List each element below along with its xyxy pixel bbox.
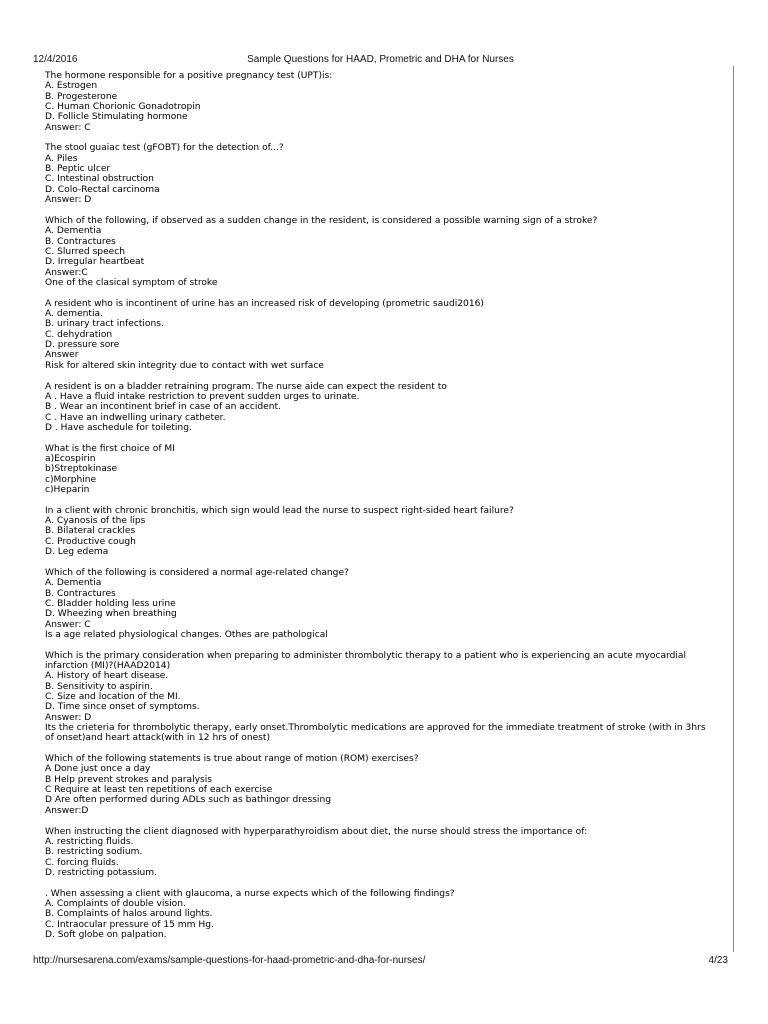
page-footer [33, 955, 728, 969]
question-line: B. Contractures [45, 236, 116, 247]
question-line: Its the crieteria for thrombolytic therapy, early onset.Thrombolytic medications are approved for the immediate treatment of stroke (with in 3hrs [45, 723, 706, 734]
question-text: The hormone responsible for a positive pregnancy test (UPT)is: [45, 71, 333, 81]
question-line: A Done just once a day [45, 764, 151, 775]
question-line: A. Estrogen [45, 81, 98, 92]
question-line: B. urinary tract infections. [45, 319, 164, 330]
question-text: The stool guaiac test (gFOBT) for the detection of...? [45, 143, 284, 154]
question-line: B. Complaints of halos around lights. [45, 909, 213, 920]
question-text: In a client with chronic bronchitis, which sign would lead the nurse to suspect right-sided heart failure? [45, 505, 514, 516]
question-text: Which is the primary consideration when preparing to administer thrombolytic therapy to a patient who is experiencing an acute myocardial [45, 650, 686, 661]
question-block [45, 216, 735, 288]
question-line: C. Bladder holding less urine [45, 598, 176, 609]
question-block [45, 299, 735, 371]
question-line: D Are often performed during ADLs such as bathingor dressing [45, 795, 331, 806]
question-line: a)Ecospirin [45, 453, 96, 464]
question-block [45, 506, 735, 558]
question-text: What is the first choice of MI [45, 443, 175, 454]
question-line: D . Have aschedule for toileting. [45, 422, 192, 433]
question-line: B. Peptic ulcer [45, 164, 111, 175]
question-line: D. Colo-Rectal carcinoma [45, 184, 160, 195]
question-line: C. Intraocular pressure of 15 mm Hg. [45, 919, 214, 930]
question-line: Answer: C [45, 619, 91, 630]
question-line: A . Have a fluid intake restriction to prevent sudden urges to urinate. [45, 391, 360, 402]
print-date: 12/4/2016 [33, 54, 78, 65]
question-line: D. restricting potassium. [45, 867, 157, 878]
question-line: D. Soft globe on palpation. [45, 930, 167, 941]
page-title: Sample Questions for HAAD, Prometric and DHA for Nurses [247, 54, 514, 65]
question-line: B. Contractures [45, 588, 116, 599]
question-line: A. Cyanosis of the lips [45, 516, 146, 527]
question-line: B . Wear an incontinent brief in case of an accident. [45, 402, 281, 413]
question-text: . When assessing a client with glaucoma, a nurse expects which of the following findings? [45, 888, 455, 899]
question-text: A resident who is incontinent of urine has an increased risk of developing (prometric saudi2016) [45, 298, 484, 309]
page-header [33, 54, 728, 68]
question-line: B Help prevent strokes and paralysis [45, 774, 212, 785]
question-line: B. Bilateral crackles [45, 526, 136, 537]
question-block [45, 754, 735, 816]
question-line: Risk for altered skin integrity due to contact with wet surface [45, 360, 324, 371]
question-line: Answer: D [45, 195, 92, 206]
question-line: D. Time since onset of symptoms. [45, 702, 200, 713]
source-url[interactable]: http://nursesarena.com/exams/sample-questions-for-haad-prometric-and-dha-for-nurses/ [33, 955, 426, 966]
question-line: D. pressure sore [45, 340, 120, 351]
question-line: A. History of heart disease. [45, 671, 169, 682]
question-line: B. Progesterone [45, 91, 118, 102]
question-line: D. Follicle Stimulating hormone [45, 112, 188, 123]
question-line: D. Irregular heartbeat [45, 257, 145, 268]
question-line: C. forcing fluids. [45, 857, 119, 868]
question-line: C. Intestinal obstruction [45, 174, 154, 185]
question-line: C. Slurred speech [45, 246, 126, 257]
question-line: A. Dementia [45, 578, 102, 589]
question-block [45, 143, 735, 205]
question-line: Answer:D [45, 805, 89, 816]
question-block [45, 889, 735, 941]
question-line: C. dehydration [45, 329, 113, 340]
question-block [45, 444, 735, 496]
question-text: A resident is on a bladder retraining program. The nurse aide can expect the resident to [45, 381, 447, 392]
question-block [45, 71, 735, 133]
question-text: Which of the following statements is true about range of motion (ROM) exercises? [45, 754, 419, 765]
question-line: A. Piles [45, 153, 78, 164]
question-line: c)Heparin [45, 484, 90, 495]
question-line: C. Human Chorionic Gonadotropin [45, 102, 201, 113]
page-number: 4/23 [708, 955, 728, 966]
question-line: D. Wheezing when breathing [45, 609, 177, 620]
question-line: D. Leg edema [45, 547, 109, 558]
question-line: One of the clasical symptom of stroke [45, 277, 218, 288]
question-block [45, 827, 735, 879]
question-line: A. dementia. [45, 309, 103, 320]
question-block [45, 382, 735, 434]
question-line: of onset)and heart attack(with in 12 hrs of onest) [45, 733, 271, 744]
question-line: C Require at least ten repetitions of each exercise [45, 785, 273, 796]
question-text: When instructing the client diagnosed with hyperparathyroidism about diet, the nurse should stress the importance of: [45, 826, 588, 837]
question-line: Answer:C [45, 267, 88, 278]
question-line: infarction (MI)?(HAAD2014) [45, 660, 171, 671]
question-line: Answer: C [45, 122, 91, 133]
question-line: B. restricting sodium. [45, 847, 143, 858]
question-line: C. Productive cough [45, 536, 136, 547]
question-line: A. restricting fluids. [45, 836, 134, 847]
question-line: C . Have an indwelling urinary catheter. [45, 412, 226, 423]
question-line: Answer: D [45, 712, 92, 723]
question-text: Which of the following, if observed as a sudden change in the resident, is considered a possible warning sign of a stroke? [45, 215, 598, 226]
question-line: B. Sensitivity to aspirin. [45, 681, 153, 692]
question-line: A. Dementia [45, 226, 102, 237]
question-block [45, 651, 735, 744]
question-line: b)Streptokinase [45, 464, 118, 475]
question-line: C. Size and location of the MI. [45, 692, 181, 702]
question-line: Answer [45, 350, 79, 361]
question-line: c)Morphine [45, 474, 97, 485]
question-list [45, 71, 735, 951]
question-line: A. Complaints of double vision. [45, 899, 186, 910]
question-block [45, 568, 735, 640]
question-text: Which of the following is considered a normal age-related change? [45, 567, 349, 578]
question-line: Is a age related physiological changes. Othes are pathological [45, 629, 328, 640]
